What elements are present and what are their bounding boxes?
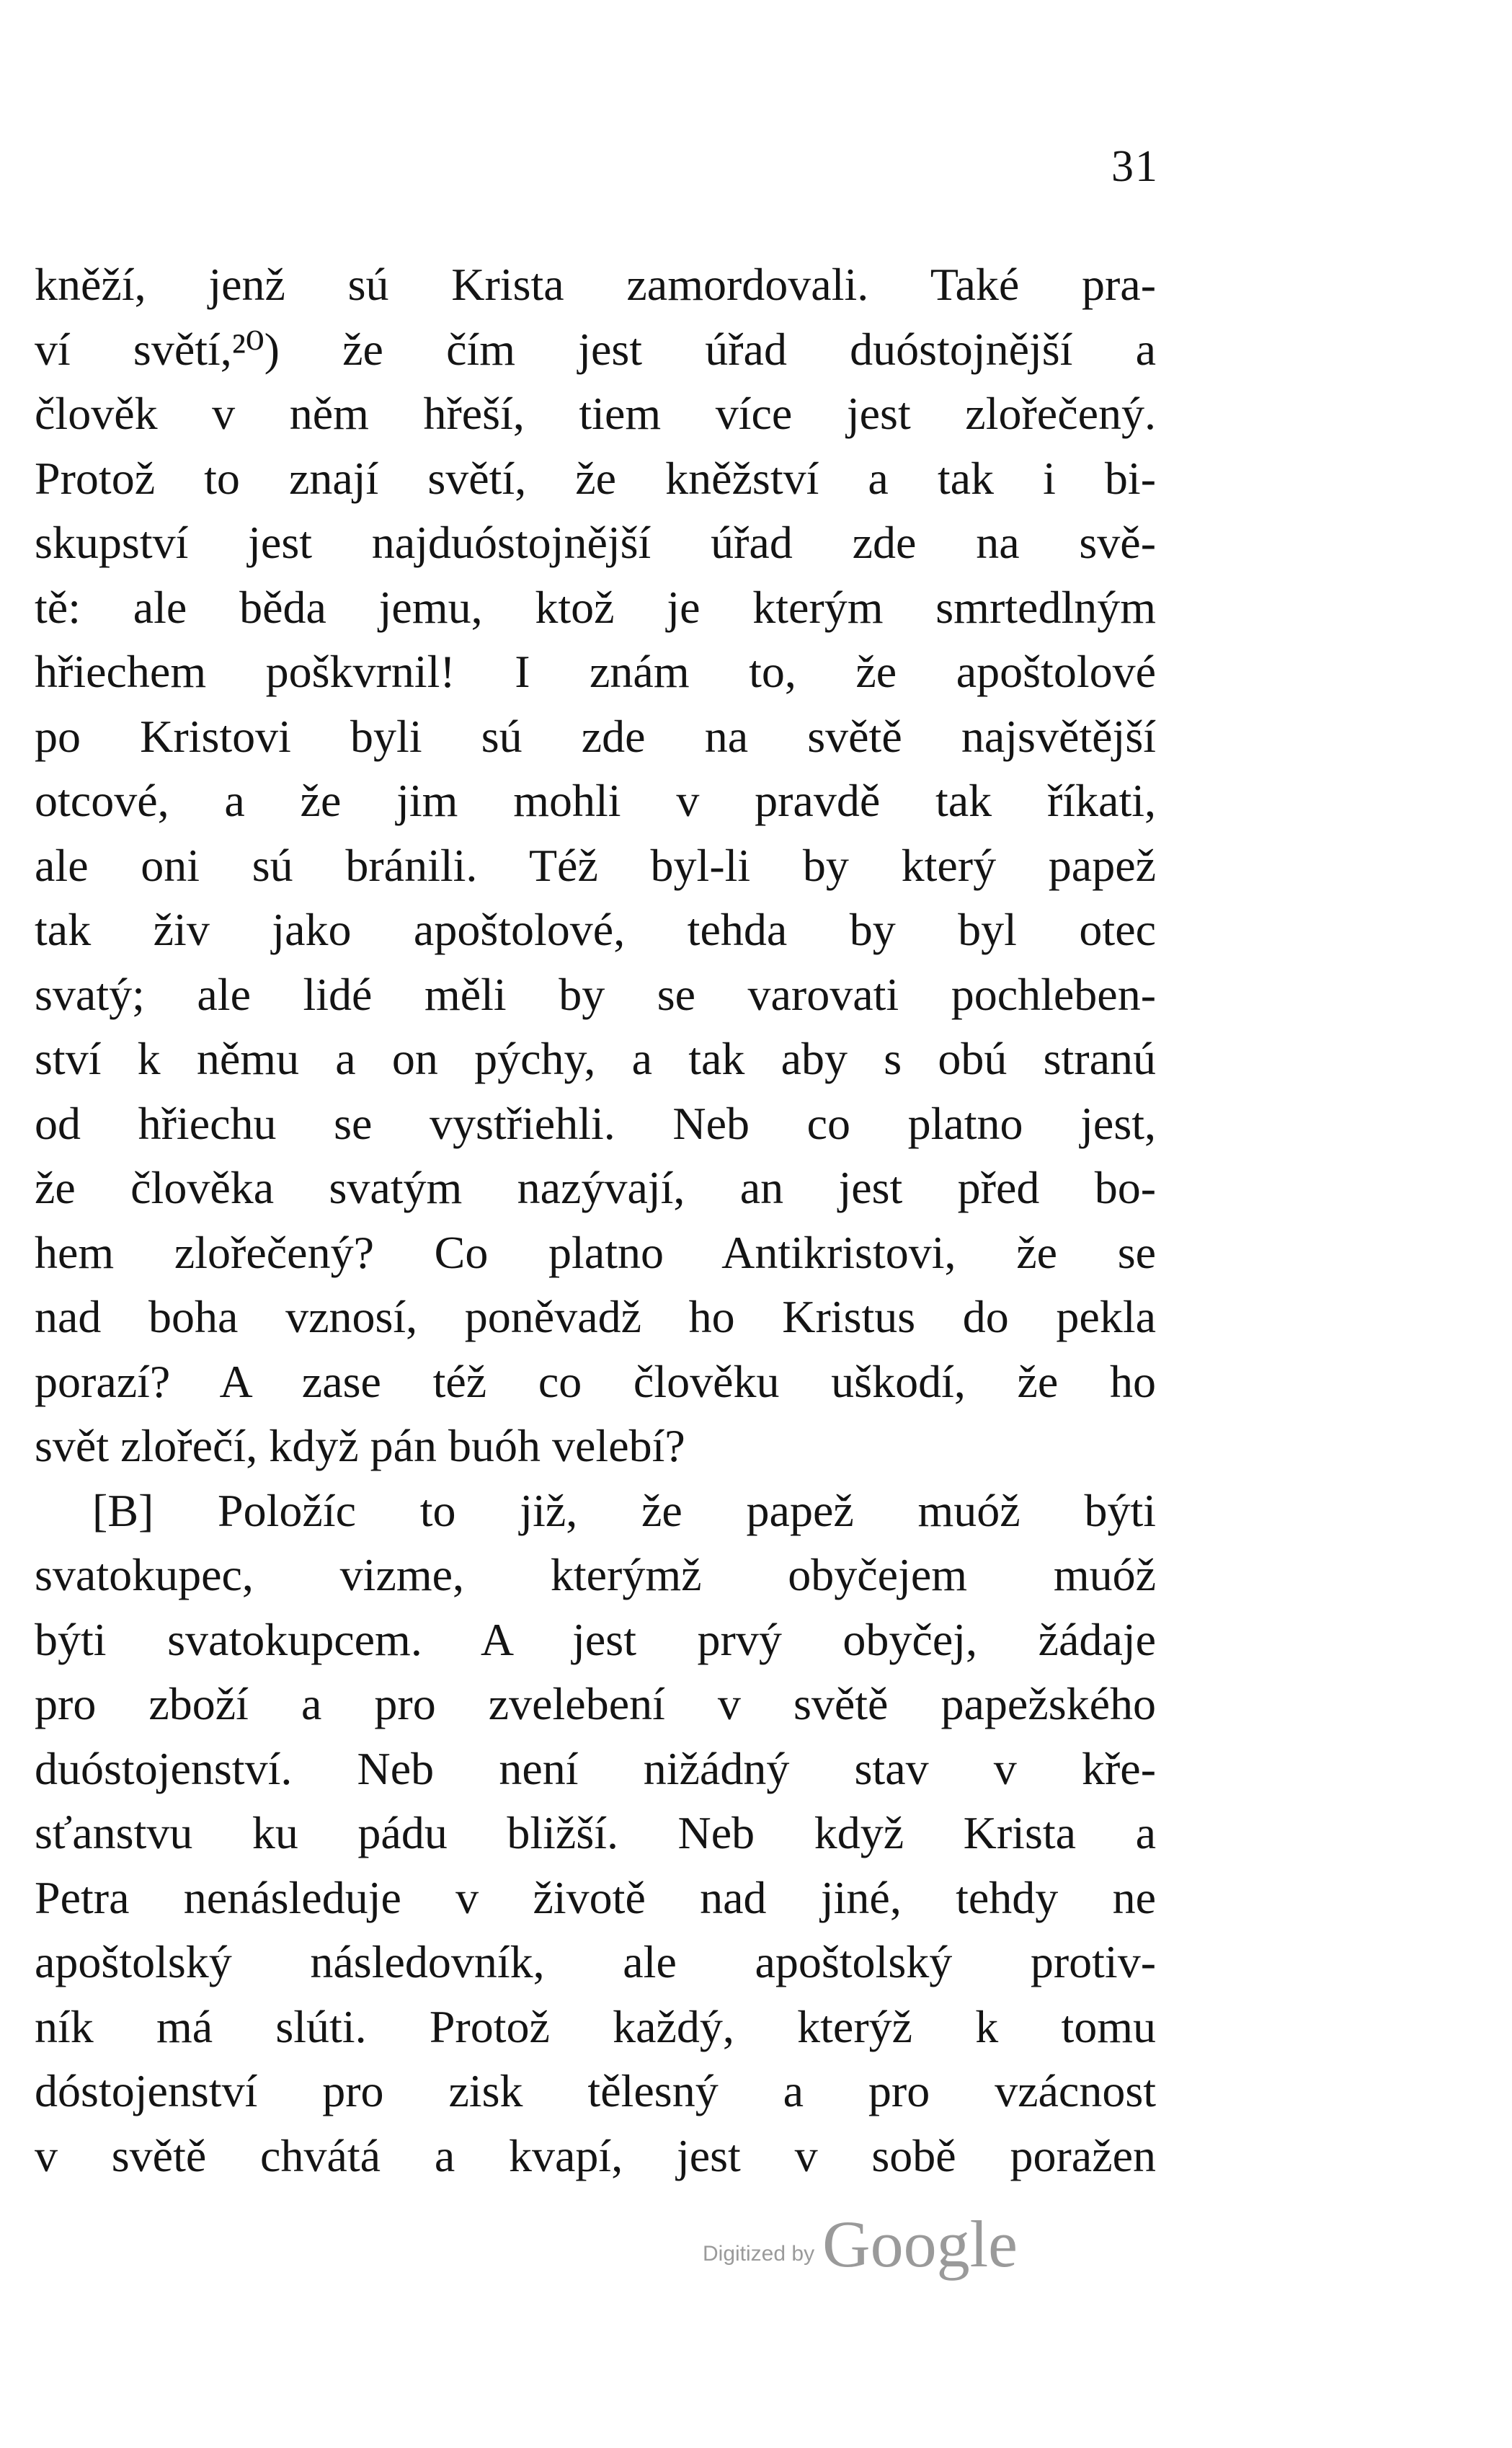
digitized-watermark [703,2206,1018,2282]
text-line: svatokupec, vizme, kterýmž obyčejem muóž [35,1549,1156,1600]
body-text [35,252,1156,2188]
text-line: Petra nenásleduje v životě nad jiné, tehdy ne [35,1871,1156,1923]
text-line: pro zboží a pro zvelebení v světě papežského [35,1678,1156,1729]
text-line: Protož to znají světí, že kněžství a tak i bi- [35,452,1156,504]
text-line: porazí? A zase též co člověku uškodí, že ho [35,1355,1156,1407]
text-line: svět zlořečí, když pán buóh velebí? [35,1420,685,1471]
text-line: po Kristovi byli sú zde na světě najsvětější [35,710,1156,762]
text-line: tě: ale běda jemu, ktož je kterým smrtedlným [35,581,1156,633]
text-line: hem zlořečený? Co platno Antikristovi, že se [35,1226,1156,1278]
text-line: ství k němu a on pýchy, a tak aby s obú stranú [35,1033,1156,1084]
text-line: [B] Položíc to již, že papež muóž býti [92,1484,1156,1536]
text-line: nad boha vznosí, poněvadž ho Kristus do pekla [35,1291,1156,1342]
text-line: duóstojenství. Neb není nižádný stav v kře- [35,1742,1156,1794]
text-line: hřiechem poškvrnil! I znám to, že apoštolové [35,646,1156,697]
text-line: sťanstvu ku pádu bližší. Neb když Krista a [35,1807,1156,1858]
text-line: skupství jest najduóstojnější úřad zde na svě- [35,517,1156,568]
text-line: že člověka svatým nazývají, an jest před bo- [35,1162,1156,1213]
text-line: kněží, jenž sú Krista zamordovali. Také pra- [35,259,1156,310]
page-number: 31 [1111,142,1159,191]
text-line: dóstojenství pro zisk tělesný a pro vzácnost [35,2065,1156,2116]
text-line: ník má slúti. Protož každý, kterýž k tomu [35,2000,1156,2052]
text-line: v světě chvátá a kvapí, jest v sobě poražen [35,2129,1156,2181]
text-line: býti svatokupcem. A jest prvý obyčej, žádaje [35,1613,1156,1665]
watermark-prefix: Digitized by [703,2242,815,2266]
text-line: apoštolský následovník, ale apoštolský protiv- [35,1936,1156,1987]
text-line: od hřiechu se vystřiehli. Neb co platno jest, [35,1097,1156,1149]
watermark-brand: Google [822,2207,1018,2281]
text-line: ale oni sú bránili. Též byl-li by který papež [35,839,1156,891]
text-line: tak živ jako apoštolové, tehda by byl otec [35,904,1156,955]
text-line: člověk v něm hřeší, tiem více jest zlořečený. [35,388,1156,439]
text-line: ví světí,²⁰) že čím jest úřad duóstojnější a [35,323,1156,375]
text-line: otcové, a že jim mohli v pravdě tak říkati, [35,775,1156,826]
text-line: svatý; ale lidé měli by se varovati pochleben- [35,968,1156,1020]
